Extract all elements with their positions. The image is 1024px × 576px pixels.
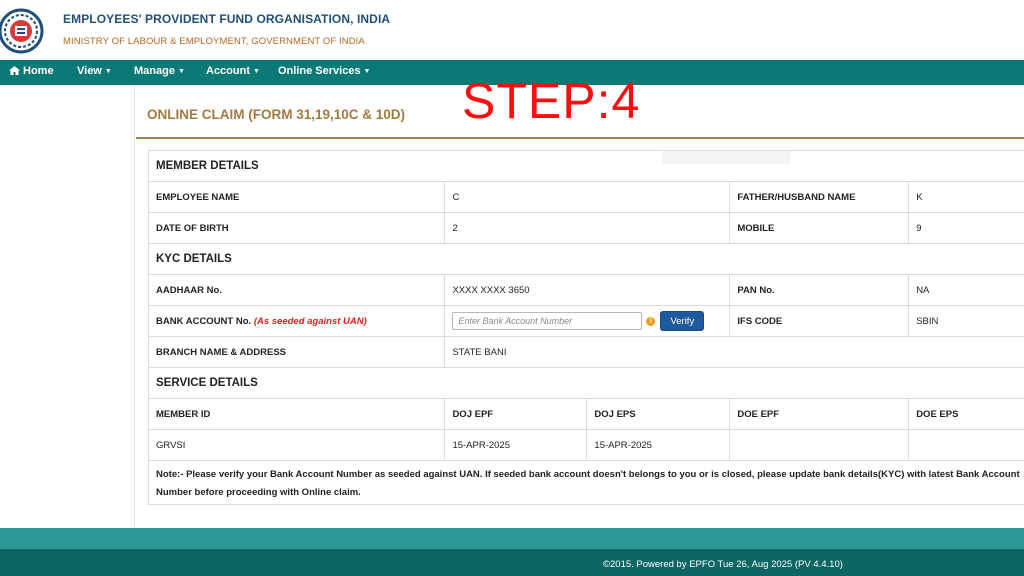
father-name-label: FATHER/HUSBAND NAME (730, 182, 909, 213)
nav-manage[interactable] (134, 60, 185, 85)
dob-label: DATE OF BIRTH (149, 213, 445, 244)
claim-details-table (148, 150, 1024, 505)
bank-account-label: BANK ACCOUNT No. (156, 315, 252, 327)
left-sidebar (0, 85, 135, 528)
branch-label: BRANCH NAME & ADDRESS (149, 337, 445, 368)
nav-manage-label: Manage (134, 65, 175, 77)
chevron-down-icon: ▼ (104, 68, 112, 75)
table-row (149, 213, 1024, 244)
step-label: STEP:4 (462, 73, 641, 129)
doj-epf-value: 15-APR-2025 (445, 430, 587, 461)
bank-account-label-cell (149, 306, 445, 337)
home-icon (9, 66, 20, 75)
bank-account-input-cell (445, 306, 730, 337)
nav-home[interactable] (9, 60, 54, 85)
mobile-value: 9 (909, 213, 1024, 244)
epfo-logo-icon[interactable] (0, 6, 46, 56)
table-row (149, 275, 1024, 306)
nav-account-label: Account (206, 65, 250, 77)
nav-home-label: Home (23, 65, 54, 77)
col-doe-eps: DOE EPS (909, 399, 1024, 430)
kyc-details-header-row (149, 244, 1024, 275)
father-name-value: K (909, 182, 1024, 213)
table-row (149, 306, 1024, 337)
mobile-label: MOBILE (730, 213, 909, 244)
col-doe-epf: DOE EPF (730, 399, 909, 430)
aadhaar-value: XXXX XXXX 3650 (445, 275, 730, 306)
nav-view[interactable] (77, 60, 112, 85)
pan-value: NA (909, 275, 1024, 306)
member-id-value: GRVSI (149, 430, 445, 461)
doe-epf-value (730, 430, 909, 461)
col-member-id: MEMBER ID (149, 399, 445, 430)
bank-account-input[interactable] (452, 312, 642, 330)
pan-label: PAN No. (730, 275, 909, 306)
nav-online-services-label: Online Services (278, 65, 361, 77)
employee-name-label: EMPLOYEE NAME (149, 182, 445, 213)
aadhaar-label: AADHAAR No. (149, 275, 445, 306)
chevron-down-icon: ▼ (177, 68, 185, 75)
org-name: EMPLOYEES' PROVIDENT FUND ORGANISATION, INDIA (63, 12, 391, 26)
verify-button[interactable]: Verify (660, 311, 704, 331)
service-columns-row (149, 399, 1024, 430)
page-title: ONLINE CLAIM (FORM 31,19,10C & 10D) (147, 107, 406, 122)
nav-view-label: View (77, 65, 102, 77)
ifsc-value: SBIN (909, 306, 1024, 337)
doe-eps-value (909, 430, 1024, 461)
service-details-heading: SERVICE DETAILS (149, 368, 1024, 399)
verification-note: Note:- Please verify your Bank Account Number as seeded against UAN. If seeded bank account doesn't belongs to you or is closed, please update bank details(KYC) with latest Bank Account Number before proceeding with Online claim. (149, 461, 1024, 505)
branch-value: STATE BANI (445, 337, 1024, 368)
bank-seeded-note: (As seeded against UAN) (253, 315, 367, 327)
kyc-details-heading: KYC DETAILS (149, 244, 1024, 275)
ministry-name: MINISTRY OF LABOUR & EMPLOYMENT, GOVERNMENT OF INDIA (63, 36, 365, 47)
footer-band (0, 528, 1024, 549)
dob-value: 2 (445, 213, 730, 244)
chevron-down-icon: ▼ (363, 68, 371, 75)
chevron-down-icon: ▼ (253, 68, 260, 75)
nav-online-services[interactable] (278, 60, 370, 85)
site-header (0, 0, 1024, 60)
title-divider (136, 137, 1024, 139)
employee-name-value: C (445, 182, 730, 213)
doj-eps-value: 15-APR-2025 (587, 430, 730, 461)
member-details-heading: MEMBER DETAILS (149, 151, 1024, 182)
bank-account-input-group (452, 311, 722, 331)
note-row (149, 461, 1024, 505)
table-row (149, 430, 1024, 461)
table-row (149, 337, 1024, 368)
table-row (149, 182, 1024, 213)
site-footer (0, 549, 1024, 576)
ifsc-label: IFS CODE (730, 306, 909, 337)
member-details-header-row (149, 151, 1024, 182)
service-details-header-row (149, 368, 1024, 399)
footer-copyright: ©2015. Powered by EPFO Tue 26, Aug 2025 (PV 4.4.10) (603, 559, 843, 570)
nav-account[interactable] (206, 60, 260, 85)
col-doj-eps: DOJ EPS (587, 399, 730, 430)
col-doj-epf: DOJ EPF (445, 399, 587, 430)
info-icon[interactable]: ! (646, 317, 655, 326)
